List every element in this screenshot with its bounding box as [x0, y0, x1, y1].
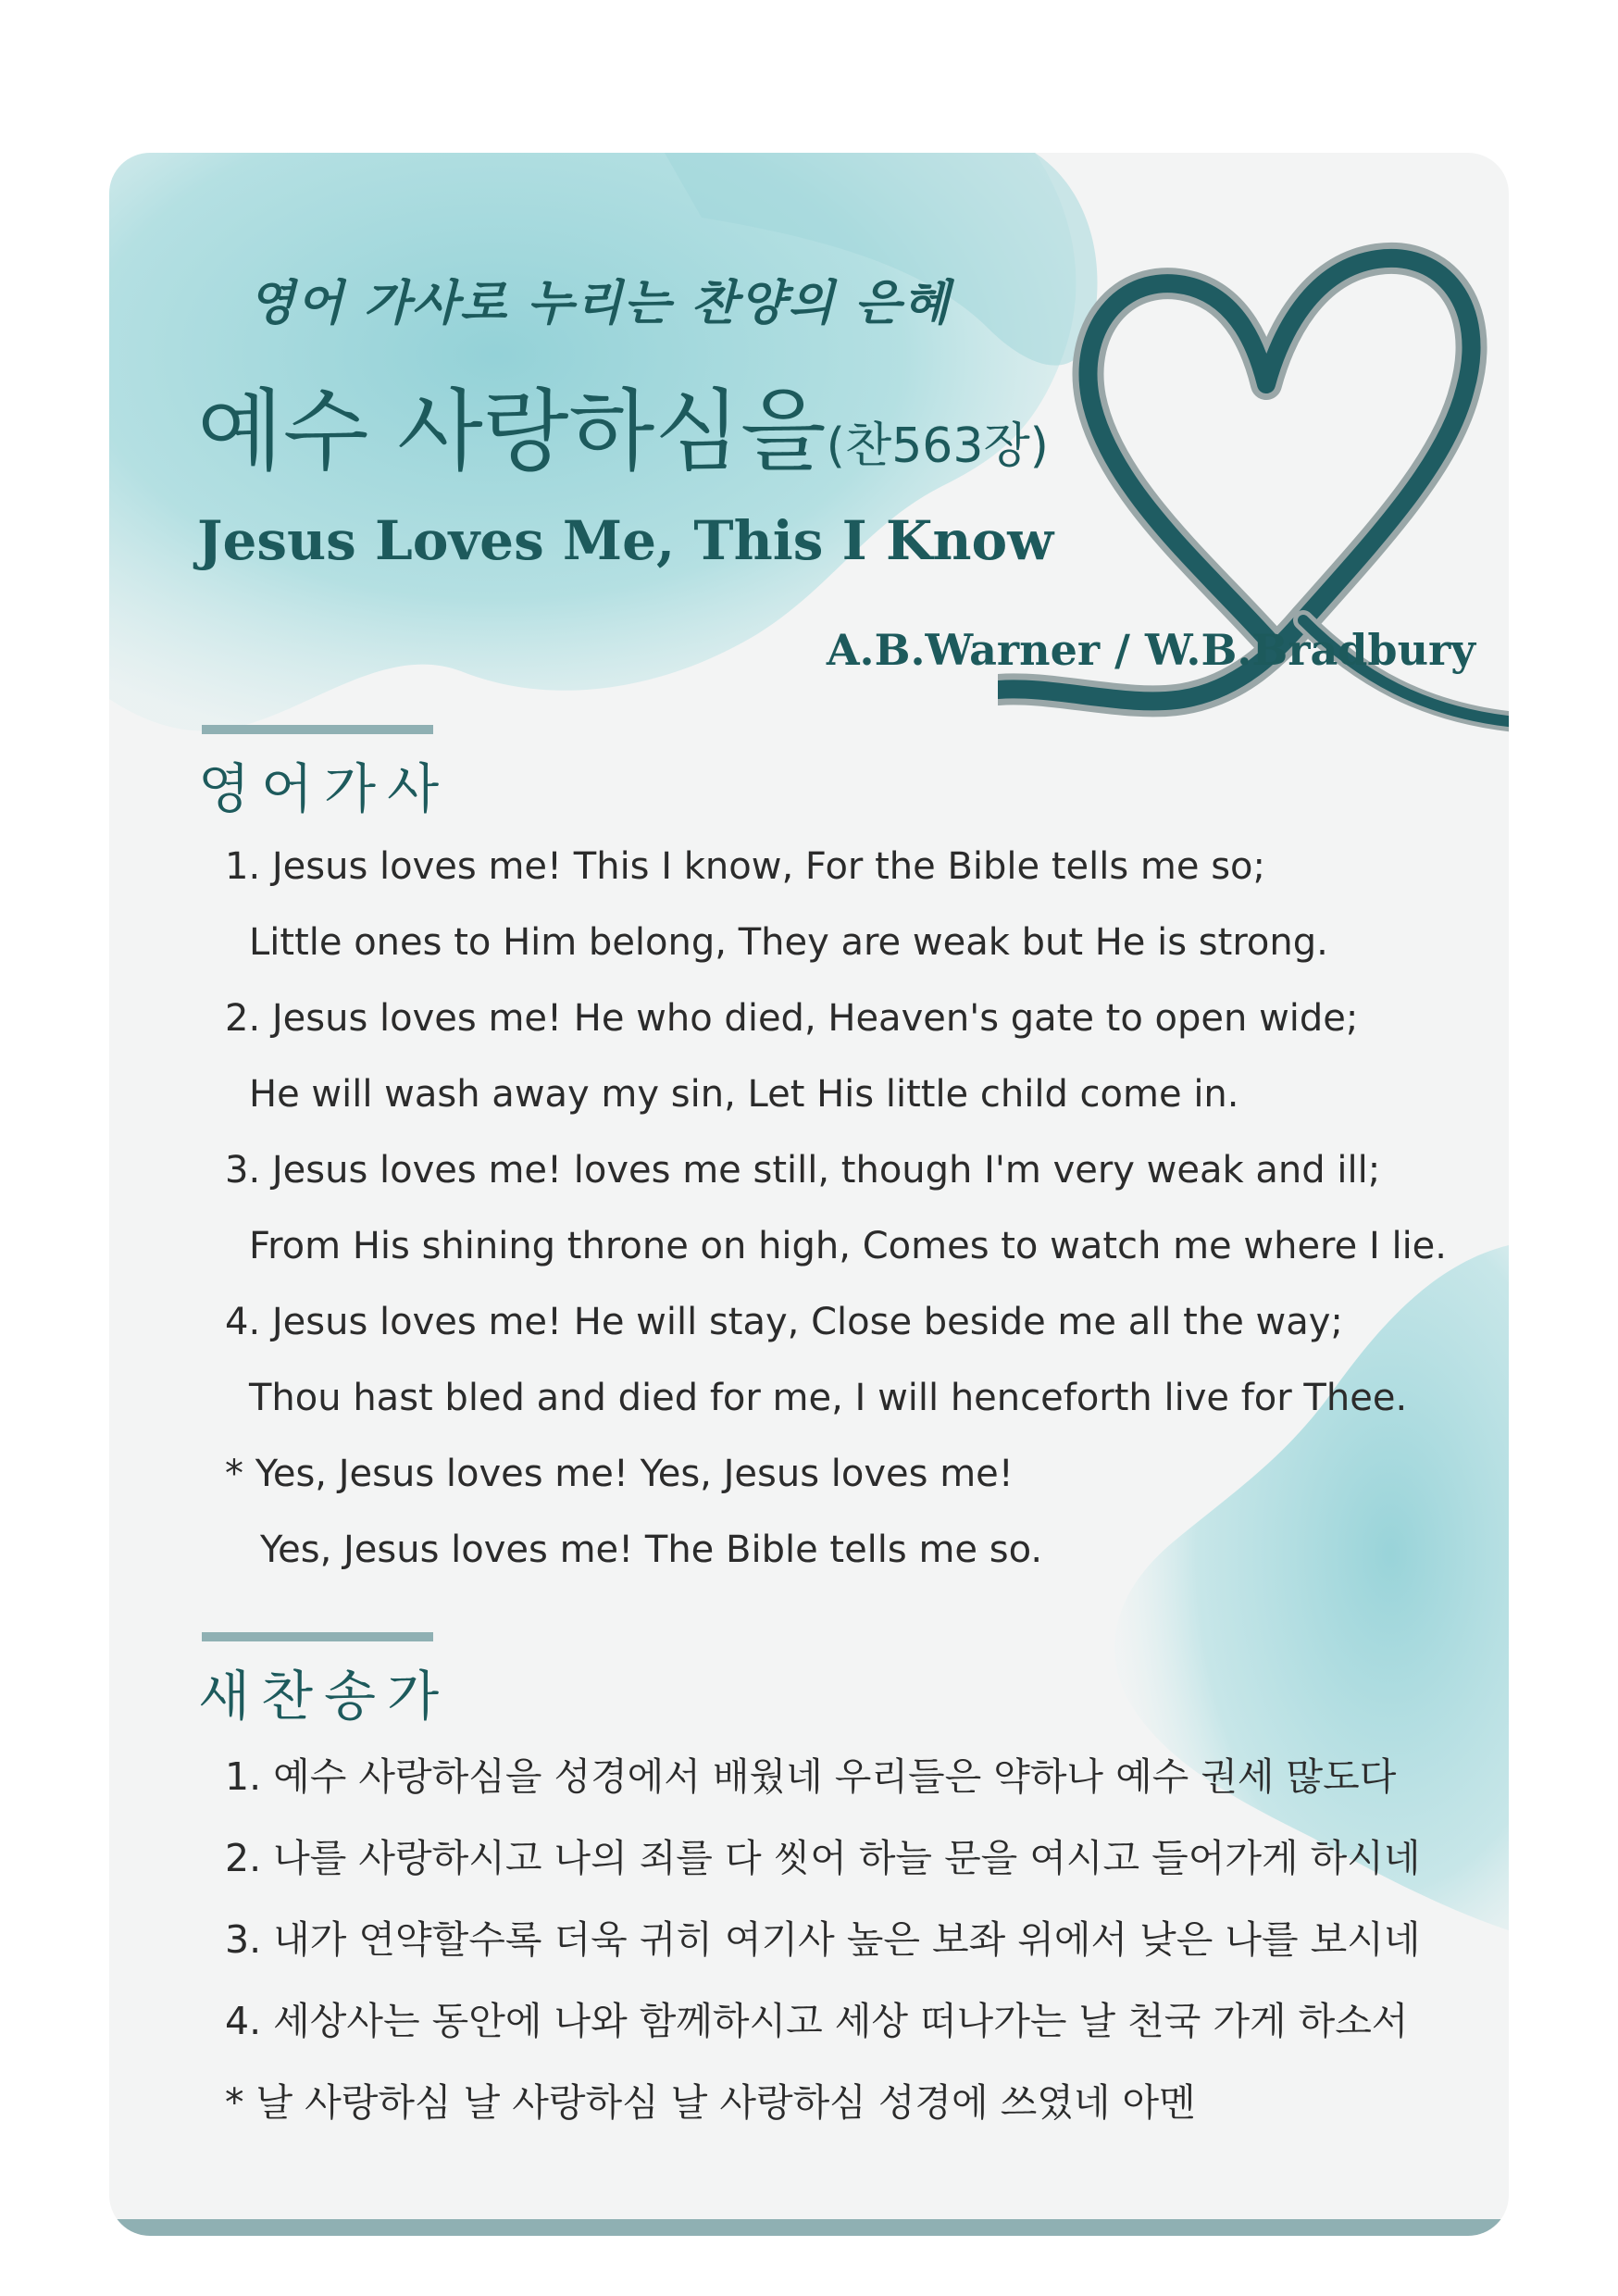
lyric-line: 3. Jesus loves me! loves me still, though I'm very weak and ill; [225, 1149, 1381, 1192]
hymn-card [109, 153, 1509, 2236]
lyric-line: 4. 세상사는 동안에 나와 함께하시고 세상 떠나가는 날 천국 가게 하소서 [225, 1999, 1409, 2043]
english-lyrics [225, 829, 1447, 1588]
lyric-line: 2. 나를 사랑하시고 나의 죄를 다 씻어 하늘 문을 여시고 들어가게 하시네 [225, 1836, 1421, 1880]
lyric-line: 1. 예수 사랑하심을 성경에서 배웠네 우리들은 약하나 예수 권세 많도다 [225, 1754, 1397, 1799]
authors: A.B.Warner / W.B.Bradbury [826, 625, 1475, 675]
subtitle-script: 영어 가사로 누리는 찬양의 은혜 [248, 275, 952, 331]
section-title-korean-hymnal: 새찬송가 [198, 1665, 451, 1728]
card-bottom-bar [109, 2219, 1509, 2236]
lyric-line: * 날 사랑하심 날 사랑하심 날 사랑하심 성경에 쓰였네 아멘 [225, 2080, 1196, 2125]
korean-lyrics [225, 1736, 1420, 2143]
lyric-line: He will wash away my sin, Let His little child come in. [249, 1073, 1239, 1116]
lyric-line: Yes, Jesus loves me! The Bible tells me so. [260, 1529, 1043, 1571]
lyric-line: Thou hast bled and died for me, I will henceforth live for Thee. [249, 1377, 1408, 1419]
lyric-line: 2. Jesus loves me! He who died, Heaven's gate to open wide; [225, 997, 1359, 1040]
section-divider-korean [202, 1632, 433, 1641]
lyric-line: Little ones to Him belong, They are weak but He is strong. [249, 921, 1328, 964]
title-korean-main: 예수 사랑하심을 [197, 380, 827, 483]
section-title-english-lyrics: 영어가사 [198, 757, 451, 820]
page-title-english: Jesus Loves Me, This I Know [197, 509, 1054, 572]
lyric-line: From His shining throne on high, Comes to watch me where I lie. [249, 1225, 1448, 1267]
heart-icon [998, 185, 1509, 778]
lyric-line: 1. Jesus loves me! This I know, For the Bible tells me so; [225, 845, 1265, 888]
page-title-korean [197, 361, 1049, 488]
section-divider-english [202, 725, 433, 734]
hymn-number: (찬563장) [826, 418, 1049, 474]
lyric-line: * Yes, Jesus loves me! Yes, Jesus loves me! [225, 1453, 1014, 1495]
lyric-line: 3. 내가 연약할수록 더욱 귀히 여기사 높은 보좌 위에서 낮은 나를 보시네 [225, 1917, 1421, 1962]
lyric-line: 4. Jesus loves me! He will stay, Close beside me all the way; [225, 1301, 1343, 1343]
